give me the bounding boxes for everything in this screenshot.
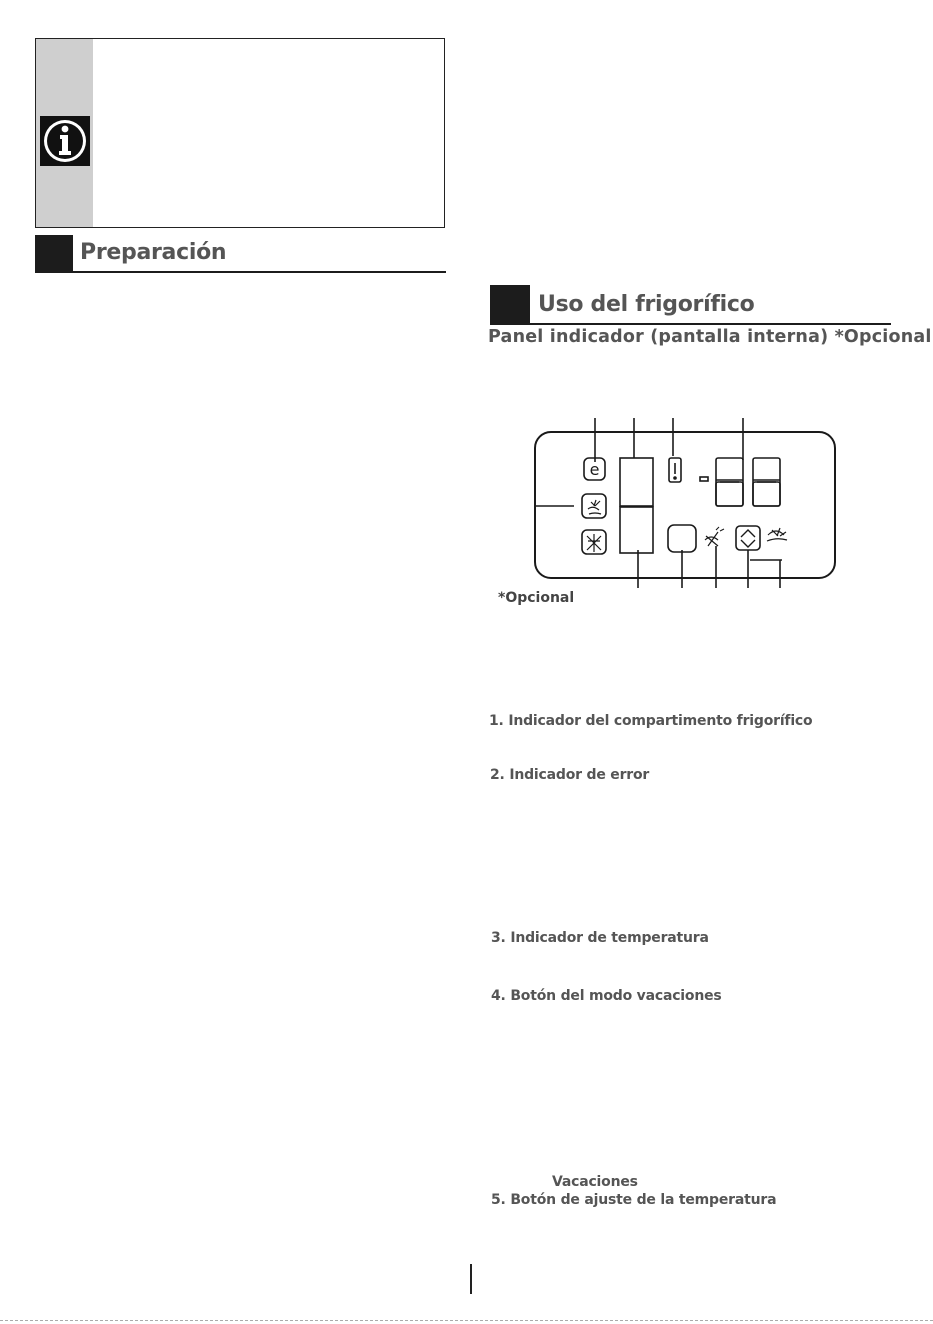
opcional-note: *Opcional bbox=[498, 590, 575, 606]
temperature-up-down-icon bbox=[736, 526, 760, 550]
panel-subtitle: Panel indicador (pantalla interna) *Opcional bbox=[488, 327, 932, 347]
section-title-uso: Uso del frigorífico bbox=[538, 292, 755, 317]
item-heading-3: 3. Indicador de temperatura bbox=[491, 930, 709, 946]
fridge-compartment-indicator bbox=[620, 507, 653, 553]
indicator-panel-diagram bbox=[488, 410, 848, 594]
quick-freeze-icon bbox=[582, 530, 606, 554]
eco-icon bbox=[584, 458, 605, 480]
panel-outline bbox=[535, 432, 835, 578]
vacaciones-word: Vacaciones bbox=[552, 1174, 638, 1190]
temperature-digit bbox=[716, 458, 743, 506]
minus-sign bbox=[700, 477, 708, 481]
item-heading-2: 2. Indicador de error bbox=[490, 767, 650, 783]
quick-cool-icon bbox=[705, 527, 724, 546]
fridge-compartment-indicator bbox=[620, 458, 653, 506]
vacation-mode-button bbox=[668, 525, 696, 552]
vacation-icon bbox=[582, 494, 606, 518]
section-rule bbox=[490, 323, 891, 325]
item-heading-4: 4. Botón del modo vacaciones bbox=[491, 988, 722, 1004]
trim-line bbox=[0, 1320, 933, 1321]
svg-text:e: e bbox=[589, 460, 600, 479]
information-icon bbox=[40, 116, 90, 170]
freezer-icon bbox=[767, 528, 787, 541]
info-box bbox=[35, 38, 445, 228]
section-marker bbox=[35, 235, 73, 272]
section-title-preparacion: Preparación bbox=[80, 240, 227, 265]
section-rule bbox=[35, 271, 446, 273]
item-heading-5: 5. Botón de ajuste de la temperatura bbox=[491, 1192, 777, 1208]
temperature-digit bbox=[753, 458, 780, 506]
page-divider bbox=[470, 1264, 472, 1294]
item-heading-1: 1. Indicador del compartimento frigorífico bbox=[489, 713, 813, 729]
error-indicator-icon bbox=[669, 458, 681, 482]
section-marker bbox=[490, 285, 530, 325]
